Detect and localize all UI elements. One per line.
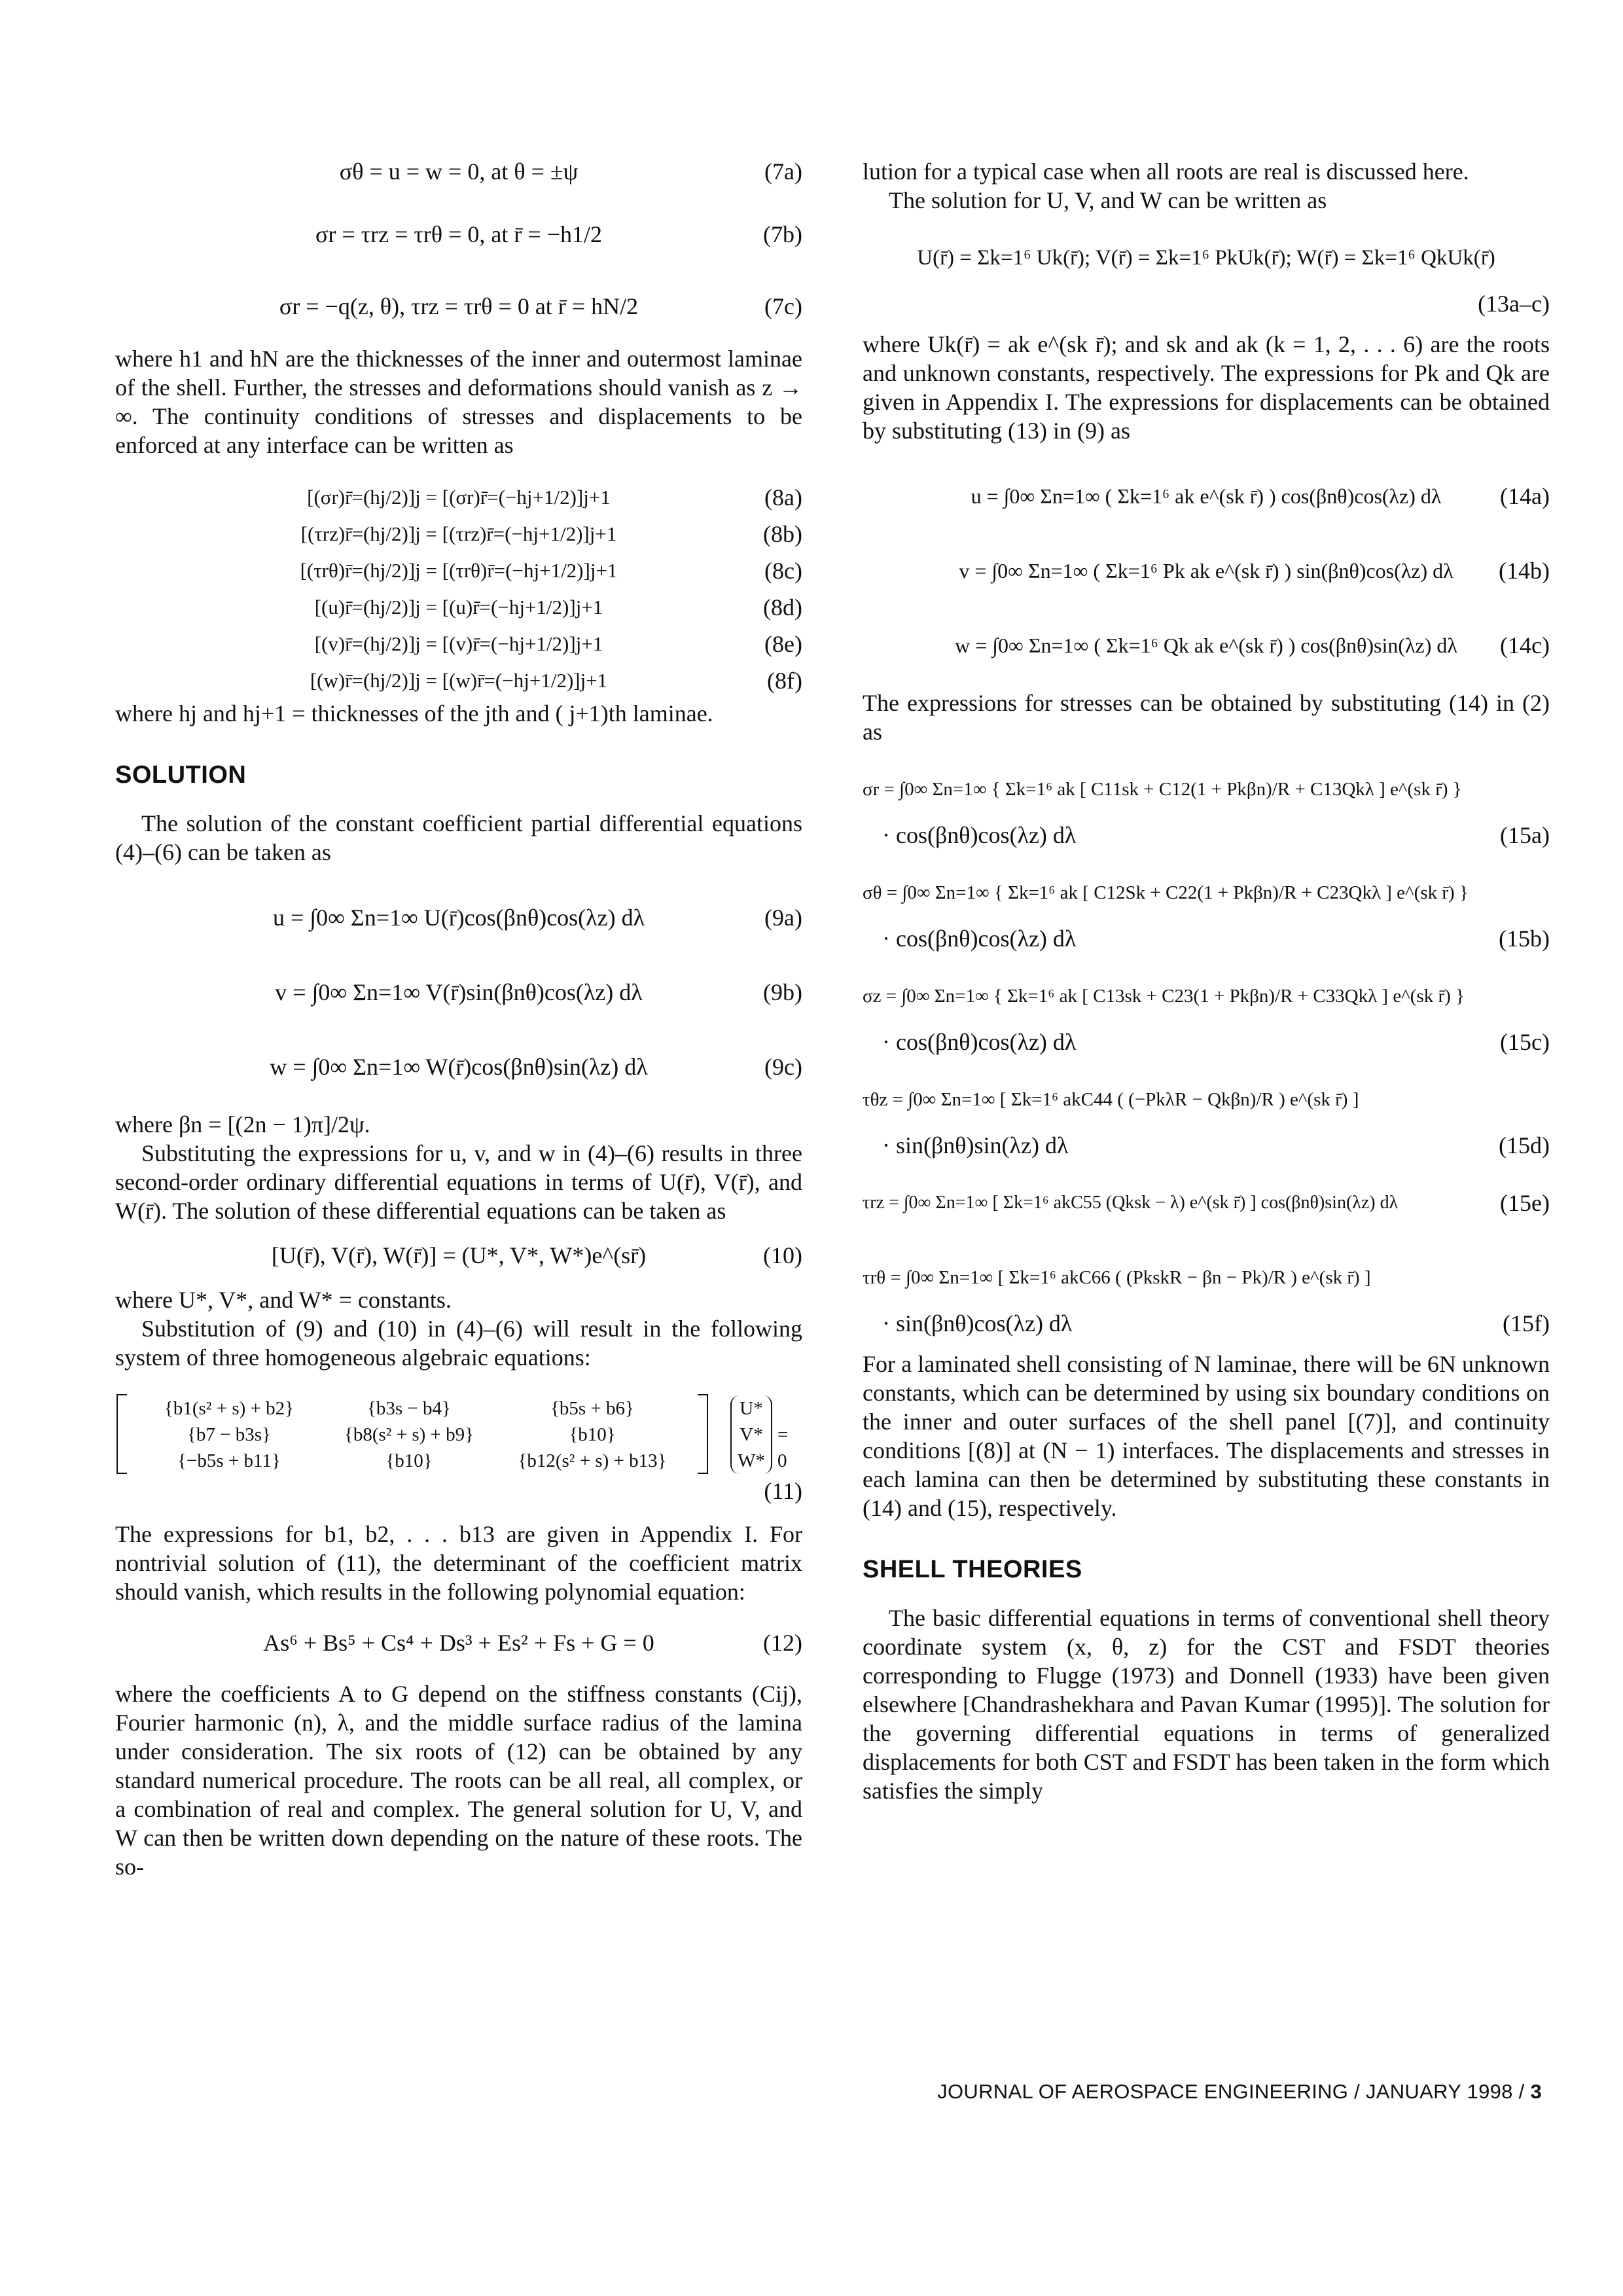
equation-14c-body: w = ∫0∞ Σn=1∞ ( Σk=1⁶ Qk ak e^(sk r̄) ) cos(βnθ)sin(λz) dλ xyxy=(955,634,1457,657)
equation-15b xyxy=(863,861,1550,924)
equation-7c xyxy=(115,280,802,332)
equation-9c xyxy=(115,1035,802,1098)
equation-15a-cont: · cos(βnθ)cos(λz) dλ xyxy=(882,822,1077,848)
equation-14c-number: (14c) xyxy=(1500,632,1550,658)
paragraph-constants: where U*, V*, and W* = constants. xyxy=(115,1287,452,1313)
paragraph-roots: where the coefficients A to G depend on the stiffness constants (Cij), Fourier harmonic (n), λ, and the middle surface radius of the lamina under consideration. The six roots of (12) can be obtained by any standard numerical procedure. The roots can be all real, all complex, or a combination of real and complex. The general solution for U, V, and W can then be written down depending on the nature of these roots. The so- xyxy=(115,1681,802,1880)
equation-13-number: (13a–c) xyxy=(1478,291,1550,317)
equation-15c-number: (15c) xyxy=(1500,1029,1550,1055)
equation-9c-number: (9c) xyxy=(764,1054,802,1080)
equation-8e-number: (8e) xyxy=(764,631,802,657)
equation-15c xyxy=(863,965,1550,1028)
equation-9b-body: v = ∫0∞ Σn=1∞ V(r̄)sin(βnθ)cos(λz) dλ xyxy=(275,979,643,1005)
equation-15d-continuation xyxy=(863,1131,1550,1160)
equation-12-body: As⁶ + Bs⁵ + Cs⁴ + Ds³ + Es² + Fs + G = 0 xyxy=(263,1630,654,1656)
section-heading-solution: SOLUTION xyxy=(115,761,247,789)
matrix-cell: {b8(s² + s) + b9} xyxy=(344,1424,474,1445)
equation-15c-continuation xyxy=(863,1028,1550,1056)
matrix-left-bracket xyxy=(116,1394,127,1474)
equation-15a-body: σr = ∫0∞ Σn=1∞ { Σk=1⁶ ak [ C11sk + C12(1 + Pkβn)/R + C13Qkλ ] e^(sk r̄) } xyxy=(863,779,1462,800)
coefficient-matrix-equation xyxy=(115,1391,802,1477)
paragraph-determinant: The expressions for b1, b2, . . . b13 are given in Appendix I. For nontrivial solution of (11), the determinant of the coefficient matrix should vanish, which results in the following polynomial equation: xyxy=(115,1521,802,1605)
equation-15c-body: σz = ∫0∞ Σn=1∞ { Σk=1⁶ ak [ C13sk + C23(1 + Pkβn)/R + C33Qkλ ] e^(sk r̄) } xyxy=(863,986,1465,1007)
equation-14b-number: (14b) xyxy=(1499,558,1550,584)
equation-15b-number: (15b) xyxy=(1499,925,1550,952)
equation-8d-number: (8d) xyxy=(763,594,802,620)
equation-14a xyxy=(863,465,1550,528)
equation-8d xyxy=(115,589,802,626)
matrix-cell: {−b5s + b11} xyxy=(177,1450,281,1471)
coefficient-matrix xyxy=(131,1395,694,1474)
equation-8f xyxy=(115,662,802,699)
matrix-cell: {b10} xyxy=(385,1450,433,1471)
equation-10-body: [U(r̄), V(r̄), W(r̄)] = (U*, V*, W*)e^(sr̄) xyxy=(271,1242,647,1268)
equation-8f-body: [(w)r̄=(hj/2)]j = [(w)r̄=(−hj+1/2)]j+1 xyxy=(310,669,608,692)
matrix-cell: {b12(s² + s) + b13} xyxy=(518,1450,667,1471)
equation-7b-body: σr = τrz = τrθ = 0, at r̄ = −h1/2 xyxy=(315,221,602,247)
paragraph-homogeneous-system: Substitution of (9) and (10) in (4)–(6) will result in the following system of three homogeneous algebraic equations: xyxy=(115,1316,802,1371)
equation-14a-number: (14a) xyxy=(1500,483,1550,509)
equation-15f-continuation xyxy=(863,1309,1550,1338)
section-heading-shell-theories: SHELL THEORIES xyxy=(863,1556,1082,1583)
paragraph-real-roots: lution for a typical case when all roots are real is discussed here. xyxy=(863,158,1469,185)
equation-14a-body: u = ∫0∞ Σn=1∞ ( Σk=1⁶ ak e^(sk r̄) ) cos(βnθ)cos(λz) dλ xyxy=(971,484,1442,508)
matrix-cell: {b1(s² + s) + b2} xyxy=(164,1398,294,1419)
paragraph-laminated-shell: For a laminated shell consisting of N laminae, there will be 6N unknown constants, which can be determined by using six boundary conditions on the inner and outer surfaces of the shell panel [(7)], and continuity conditions [(8)] at (N − 1) interfaces. The displacements and stresses in each lamina can then be determined by substituting these constants in (14) and (15), respectively. xyxy=(863,1351,1550,1521)
equation-15e-body: τrz = ∫0∞ Σn=1∞ [ Σk=1⁶ akC55 (Qksk − λ) e^(sk r̄) ] cos(βnθ)sin(λz) dλ xyxy=(863,1193,1399,1213)
equation-15e-number: (15e) xyxy=(1500,1190,1550,1216)
equation-8f-number: (8f) xyxy=(767,668,802,694)
paragraph-stresses-intro: The expressions for stresses can be obtained by substituting (14) in (2) as xyxy=(863,690,1550,745)
paragraph-laminae-thickness: where hj and hj+1 = thicknesses of the jth and ( j+1)th laminae. xyxy=(115,700,713,726)
equation-15a xyxy=(863,758,1550,821)
paragraph-uvw-solution: The solution for U, V, and W can be written as xyxy=(889,187,1327,213)
vector-entry: W* xyxy=(738,1450,765,1471)
equation-10 xyxy=(115,1237,802,1274)
equation-7c-number: (7c) xyxy=(764,293,802,319)
equation-15a-continuation xyxy=(863,821,1550,850)
equation-7b-number: (7b) xyxy=(763,221,802,247)
equation-7a xyxy=(115,157,802,188)
equation-11-number-row xyxy=(115,1477,802,1508)
vector-entry: U* xyxy=(740,1398,763,1419)
right-column xyxy=(863,157,1550,1805)
equation-15d-body: τθz = ∫0∞ Σn=1∞ [ Σk=1⁶ akC44 ( (−PkλR − Qkβn)/R ) e^(sk r̄) ] xyxy=(863,1089,1359,1110)
equation-7a-body: σθ = u = w = 0, at θ = ±ψ xyxy=(339,158,579,185)
matrix-right-bracket xyxy=(698,1394,708,1474)
equation-8c xyxy=(115,552,802,589)
equation-15f-cont: · sin(βnθ)cos(λz) dλ xyxy=(882,1310,1073,1336)
equation-15a-number: (15a) xyxy=(1500,822,1550,848)
equation-8a-body: [(σr)r̄=(hj/2)]j = [(σr)r̄=(−hj+1/2)]j+1 xyxy=(307,486,611,509)
vector-entry: V* xyxy=(740,1424,763,1445)
page-number: 3 xyxy=(1530,2080,1542,2103)
equation-9c-body: w = ∫0∞ Σn=1∞ W(r̄)cos(βnθ)sin(λz) dλ xyxy=(270,1054,648,1080)
paragraph-ode-derivation: Substituting the expressions for u, v, and w in (4)–(6) results in three second-order ordinary differential equations in terms of U(r̄), V(r̄), and W(r̄). The solution of these differential equations can be taken as xyxy=(115,1140,802,1224)
equation-7c-body: σr = −q(z, θ), τrz = τrθ = 0 at r̄ = hN/2 xyxy=(279,293,639,319)
equation-8b-body: [(τrz)r̄=(hj/2)]j = [(τrz)r̄=(−hj+1/2)]j+1 xyxy=(300,522,617,545)
equation-8e-body: [(v)r̄=(hj/2)]j = [(v)r̄=(−hj+1/2)]j+1 xyxy=(314,632,603,655)
equation-7a-number: (7a) xyxy=(764,158,802,185)
equation-10-number: (10) xyxy=(763,1242,802,1268)
equation-9a-number: (9a) xyxy=(764,905,802,931)
equation-15c-cont: · cos(βnθ)cos(λz) dλ xyxy=(882,1029,1077,1055)
equation-15b-continuation xyxy=(863,924,1550,953)
equation-12 xyxy=(115,1626,802,1660)
page-footer xyxy=(937,2080,1542,2104)
equation-14b-body: v = ∫0∞ Σn=1∞ ( Σk=1⁶ Pk ak e^(sk r̄) ) sin(βnθ)cos(λz) dλ xyxy=(959,559,1454,583)
paragraph-solution-intro: The solution of the constant coefficient partial differential equations (4)–(6) can be taken as xyxy=(115,810,802,865)
equation-8c-body: [(τrθ)r̄=(hj/2)]j = [(τrθ)r̄=(−hj+1/2)]j+1 xyxy=(300,559,618,582)
equation-14b xyxy=(863,539,1550,602)
equation-13 xyxy=(863,226,1550,289)
equation-7b xyxy=(115,208,802,260)
paragraph-beta-definition: where βn = [(2n − 1)π]/2ψ. xyxy=(115,1111,370,1138)
matrix-cell: {b3s − b4} xyxy=(367,1398,451,1419)
unknown-vector xyxy=(730,1395,772,1474)
equation-15f xyxy=(863,1246,1550,1309)
matrix-rhs: = 0 xyxy=(777,1424,789,1471)
equation-8d-body: [(u)r̄=(hj/2)]j = [(u)r̄=(−hj+1/2)]j+1 xyxy=(314,596,603,619)
matrix-cell: {b7 − b3s} xyxy=(187,1424,271,1445)
equation-8b xyxy=(115,516,802,552)
equation-15d-cont: · sin(βnθ)sin(λz) dλ xyxy=(882,1132,1069,1158)
equation-15f-number: (15f) xyxy=(1503,1310,1550,1336)
equation-14c xyxy=(863,614,1550,677)
left-column xyxy=(115,157,802,1881)
paragraph-shell-theories: The basic differential equations in terms of conventional shell theory coordinate system (x, θ, z) for the CST and FSDT theories corresponding to Flugge (1973) and Donnell (1933) have been given elsewhere [Chandrashekhara and Pavan Kumar (1995)]. The solution for the governing differential equations in terms of generalized displacements for both CST and FSDT has been taken in the form which satisfies the simply xyxy=(863,1605,1550,1804)
equation-9a xyxy=(115,886,802,949)
equation-12-number: (12) xyxy=(763,1630,802,1656)
equation-8c-number: (8c) xyxy=(764,558,802,584)
journal-name: JOURNAL OF AEROSPACE ENGINEERING / JANUARY 1998 / xyxy=(937,2080,1531,2103)
equation-8e xyxy=(115,626,802,662)
equation-8b-number: (8b) xyxy=(763,521,802,547)
equation-15b-body: σθ = ∫0∞ Σn=1∞ { Σk=1⁶ ak [ C12Sk + C22(1 + Pkβn)/R + C23Qkλ ] e^(sk r̄) } xyxy=(863,882,1469,903)
equation-9b-number: (9b) xyxy=(763,979,802,1005)
equation-15f-body: τrθ = ∫0∞ Σn=1∞ [ Σk=1⁶ akC66 ( (PkskR − βn − Pk)/R ) e^(sk r̄) ] xyxy=(863,1267,1371,1288)
equation-15e xyxy=(863,1172,1550,1234)
equation-8a-number: (8a) xyxy=(764,484,802,511)
equation-15d-number: (15d) xyxy=(1499,1132,1550,1158)
equation-15d xyxy=(863,1068,1550,1131)
equation-9a-body: u = ∫0∞ Σn=1∞ U(r̄)cos(βnθ)cos(λz) dλ xyxy=(272,905,645,931)
paragraph-boundary-conditions: where h1 and hN are the thicknesses of the inner and outermost laminae of the shell. Further, the stresses and deformations should vanish as z → ∞. The continuity conditions of stresses and displacements to be enforced at any interface can be written as xyxy=(115,346,802,458)
equation-9b xyxy=(115,961,802,1024)
equation-8a xyxy=(115,479,802,516)
matrix-cell: {b10} xyxy=(569,1424,616,1445)
equation-13-body: U(r̄) = Σk=1⁶ Uk(r̄); V(r̄) = Σk=1⁶ PkUk(r̄); W(r̄) = Σk=1⁶ QkUk(r̄) xyxy=(917,246,1495,270)
equation-11-number: (11) xyxy=(764,1478,802,1504)
matrix-cell: {b5s + b6} xyxy=(550,1398,634,1419)
paragraph-uk-definition: where Uk(r̄) = ak e^(sk r̄); and sk and ak (k = 1, 2, . . . 6) are the roots and unknown constants, respectively. The expressions for Pk and Qk are given in Appendix I. The expressions for displacements can be obtained by substituting (13) in (9) as xyxy=(863,331,1550,444)
equation-15b-cont: · cos(βnθ)cos(λz) dλ xyxy=(882,925,1077,952)
equation-13-number-row xyxy=(863,289,1550,318)
